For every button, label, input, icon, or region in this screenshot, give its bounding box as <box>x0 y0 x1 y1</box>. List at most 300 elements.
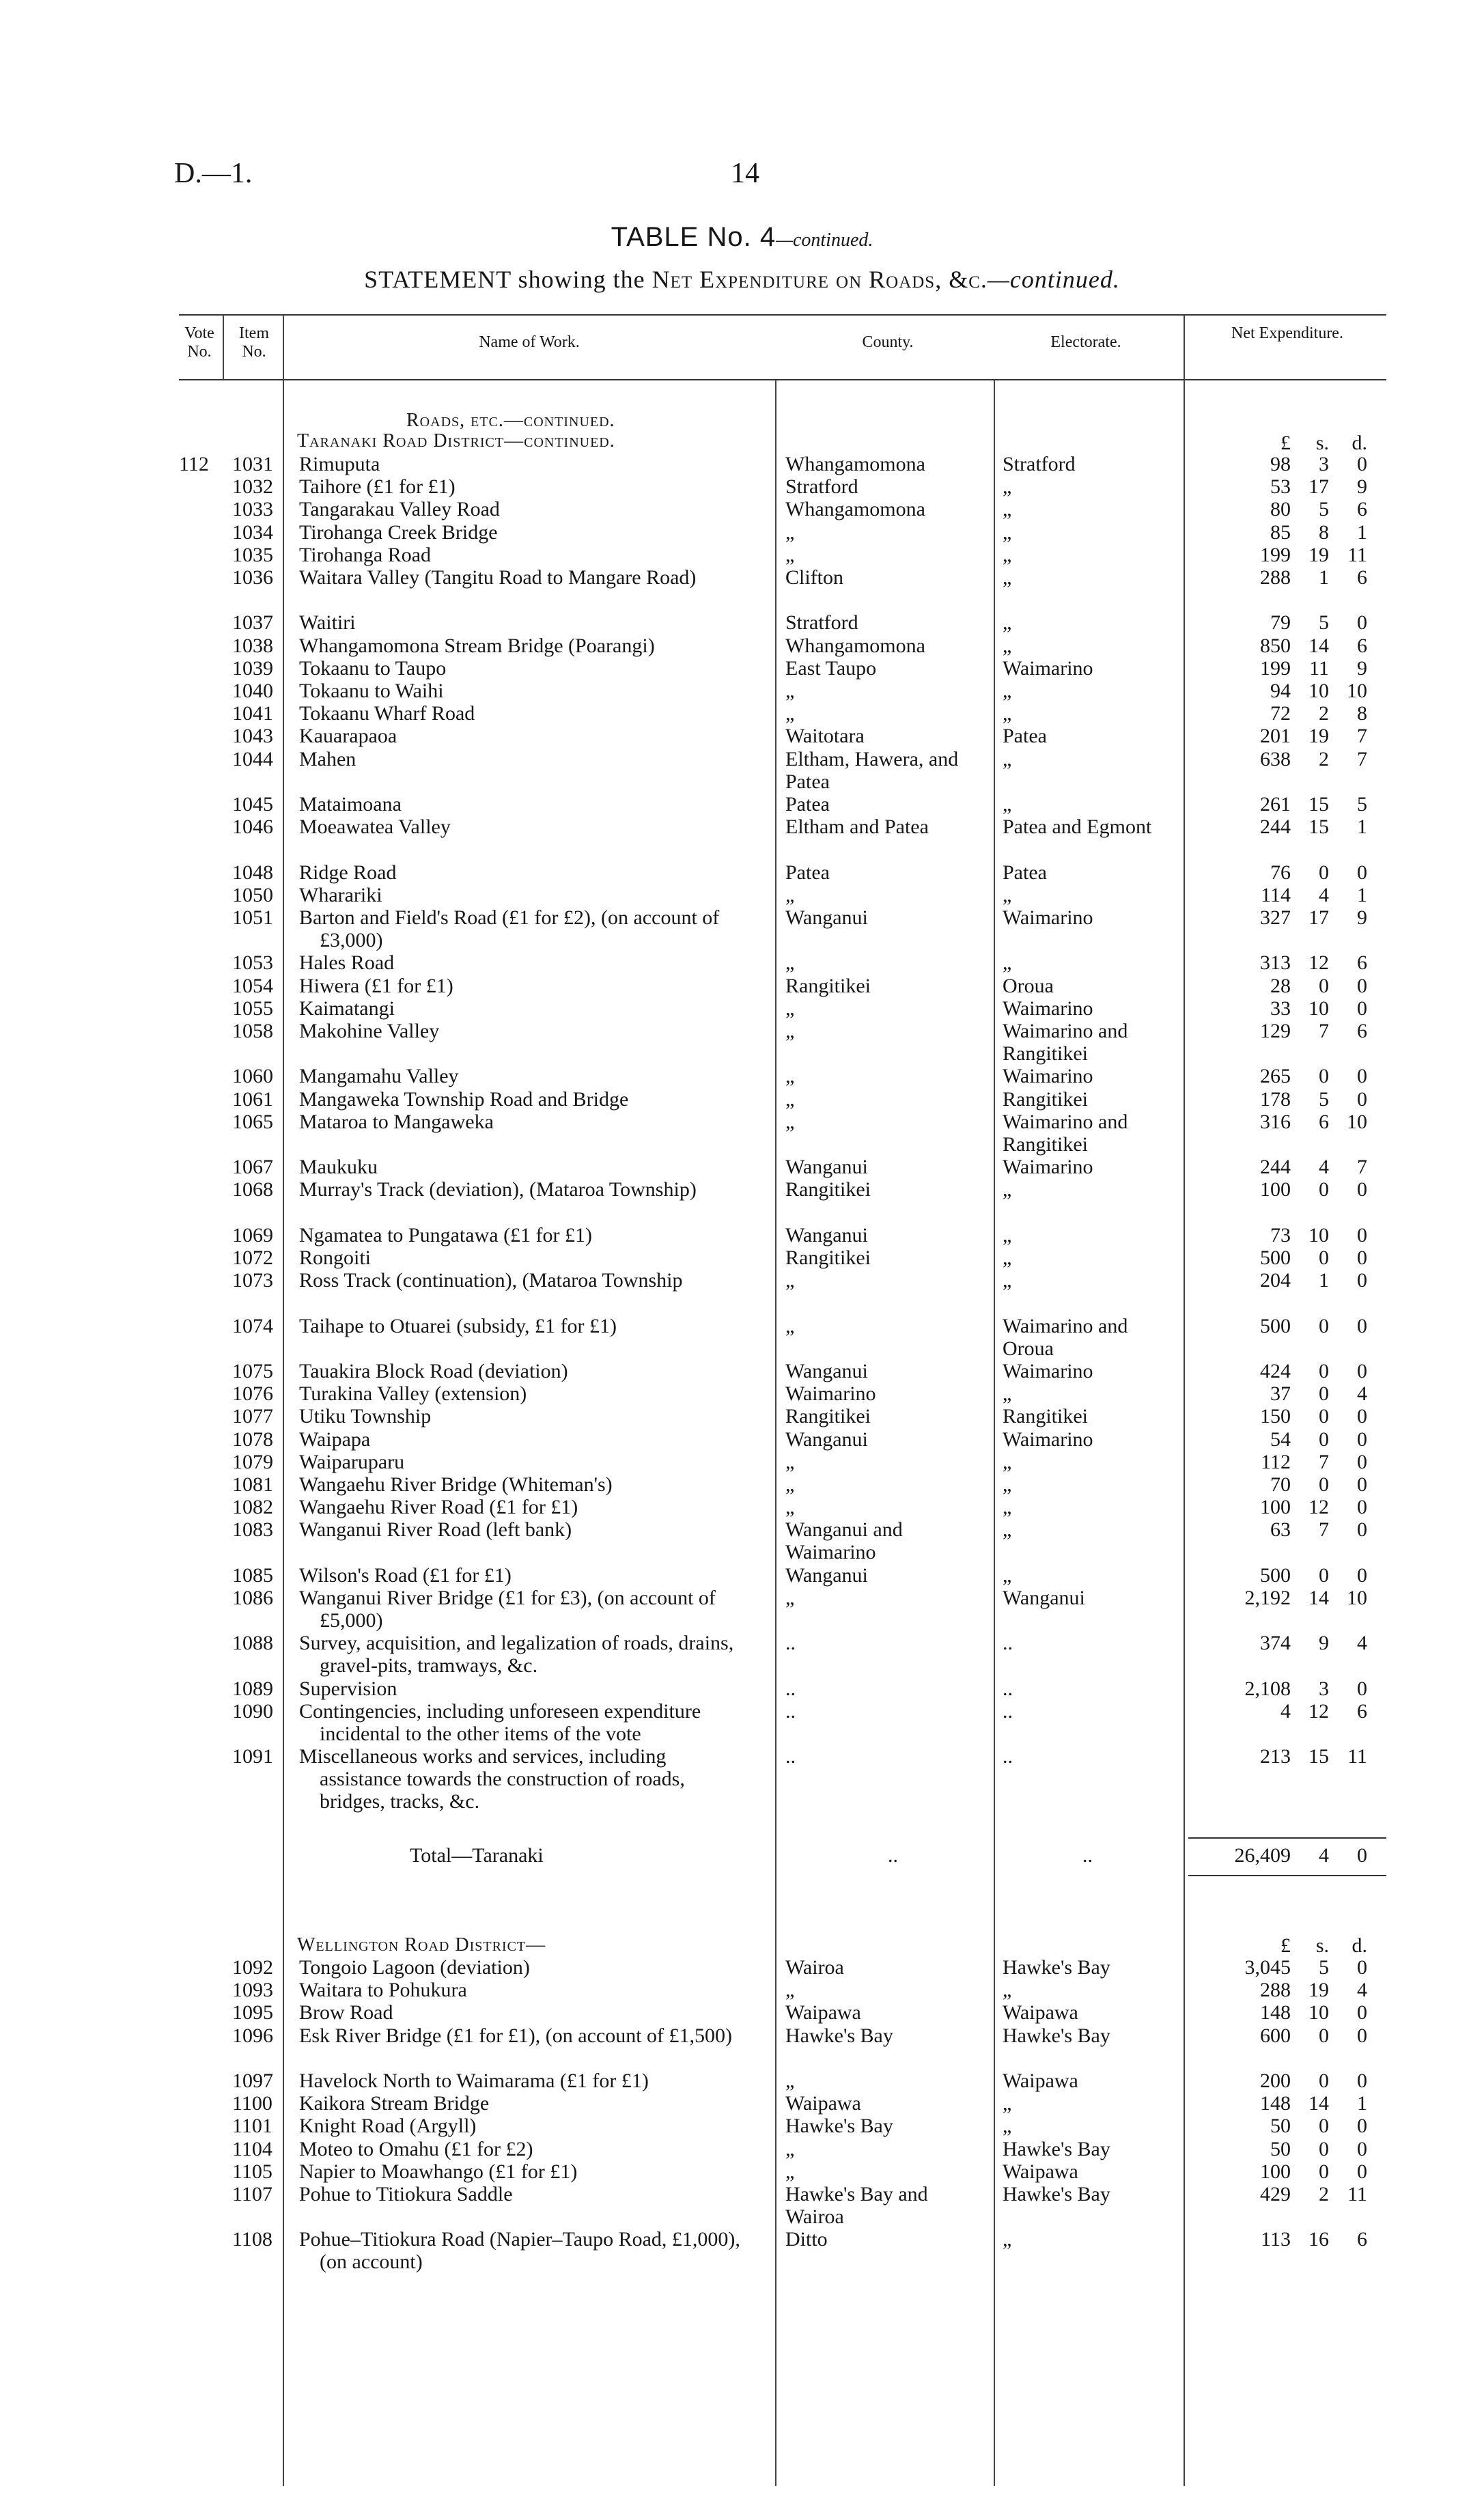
county: Wanganui <box>785 1156 868 1179</box>
pence: 0 <box>1357 1518 1367 1542</box>
net-expenditure <box>1188 1111 1380 1133</box>
section-heading-text: Roads, etc.—continued. <box>406 410 615 431</box>
net-expenditure <box>1188 1745 1380 1768</box>
pounds: 112 <box>1261 1450 1291 1473</box>
pounds: 244 <box>1260 816 1291 839</box>
county: „ <box>785 2137 795 2160</box>
shillings: 15 <box>1308 816 1329 839</box>
shillings: 2 <box>1319 702 1329 725</box>
shillings: 0 <box>1319 2070 1329 2092</box>
county: Rangitikei <box>785 1178 871 1201</box>
county: „ <box>785 2070 795 2092</box>
county: Rangitikei <box>785 1405 871 1428</box>
net-expenditure <box>1188 1979 1380 2001</box>
net-expenditure <box>1188 657 1380 680</box>
pence: 0 <box>1357 2115 1367 2138</box>
pence: 0 <box>1357 2070 1367 2092</box>
item-number: 1092 <box>232 1956 273 1979</box>
shillings: 4 <box>1319 883 1329 906</box>
electorate: „ <box>1003 611 1012 635</box>
work-name: Wilson's Road (£1 for £1) <box>299 1563 512 1587</box>
electorate: Rangitikei <box>1003 1405 1088 1428</box>
electorate: Hawke's Bay <box>1003 2024 1110 2047</box>
shillings: 12 <box>1308 951 1329 975</box>
net-expenditure <box>1188 544 1380 566</box>
item-number: 1082 <box>232 1496 273 1519</box>
county: .. <box>785 1632 796 1655</box>
total-electorate: .. <box>1082 1844 1093 1867</box>
item-number: 1034 <box>232 520 273 544</box>
item-number: 1043 <box>232 725 273 748</box>
pence: 10 <box>1347 680 1367 702</box>
shillings: 0 <box>1319 1473 1329 1496</box>
work-name: Turakina Valley (extension) <box>299 1382 527 1406</box>
shillings: 0 <box>1319 2160 1329 2183</box>
pounds: 2,108 <box>1244 1677 1291 1700</box>
county: .. <box>785 1745 796 1768</box>
pounds: 244 <box>1260 1156 1291 1179</box>
work-name: Kaimatangi <box>299 997 395 1020</box>
pounds: 113 <box>1261 2228 1291 2251</box>
pence: 11 <box>1347 543 1367 566</box>
total-top-rule <box>1188 1837 1386 1839</box>
work-name: Barton and Field's Road (£1 for £2), (on account of £3,000) <box>299 906 720 951</box>
item-number: 1035 <box>232 543 273 566</box>
item-number: 1048 <box>232 861 273 884</box>
section-heading <box>406 410 615 432</box>
col-electorate-header: Electorate. <box>1050 333 1121 351</box>
county: Stratford <box>785 611 858 635</box>
pounds: 70 <box>1270 1473 1291 1496</box>
pence: 0 <box>1357 453 1367 475</box>
shillings: 0 <box>1319 2137 1329 2160</box>
item-number: 1039 <box>232 656 273 680</box>
county: Patea <box>785 861 830 884</box>
shillings: 15 <box>1308 1745 1329 1768</box>
net-expenditure <box>1188 1473 1380 1496</box>
shillings: 14 <box>1308 1587 1329 1609</box>
item-number: 1086 <box>232 1587 273 1609</box>
pence: 11 <box>1347 1745 1367 1768</box>
work-name: Wharariki <box>299 883 382 906</box>
pence: 6 <box>1357 951 1367 975</box>
county: Waitotara <box>785 725 865 748</box>
electorate: Waimarino <box>1003 1065 1093 1088</box>
county: .. <box>785 1677 796 1700</box>
work-name: Waipapa <box>299 1427 371 1451</box>
col-vote-header: Vote No. <box>184 324 214 361</box>
item-number: 1095 <box>232 2001 273 2024</box>
electorate: Waimarino <box>1003 1360 1093 1382</box>
subtitle-tail: —continued. <box>987 266 1120 293</box>
county: Wairoa <box>785 1956 844 1979</box>
pounds: 72 <box>1270 702 1291 725</box>
item-number: 1105 <box>232 2160 272 2183</box>
item-number: 1101 <box>232 2115 272 2138</box>
work-name: Tirohanga Creek Bridge <box>299 520 498 544</box>
electorate: Hawke's Bay <box>1003 1956 1110 1979</box>
item-number: 1074 <box>232 1314 273 1337</box>
shillings: 2 <box>1319 2183 1329 2205</box>
item-number: 1072 <box>232 1246 273 1269</box>
pence: 7 <box>1357 747 1367 770</box>
net-expenditure <box>1188 1246 1380 1269</box>
item-number: 1076 <box>232 1382 273 1406</box>
county: „ <box>785 1979 795 2002</box>
net-expenditure <box>1188 1956 1380 1979</box>
pounds: 37 <box>1270 1382 1291 1406</box>
pounds: 327 <box>1260 906 1291 929</box>
pounds: 199 <box>1260 656 1291 680</box>
total-pence: 0 <box>1357 1844 1367 1867</box>
work-name: Ross Track (continuation), (Mataroa Township <box>299 1269 683 1292</box>
electorate: Hawke's Bay <box>1003 2137 1110 2160</box>
page-number: 14 <box>731 158 759 189</box>
net-expenditure <box>1188 2138 1380 2160</box>
shillings: 5 <box>1319 611 1329 635</box>
item-number: 1058 <box>232 1020 273 1042</box>
pounds: 4 <box>1280 1700 1291 1723</box>
pence: 0 <box>1357 1314 1367 1337</box>
item-number: 1031 <box>232 453 273 475</box>
net-expenditure <box>1188 611 1380 634</box>
shillings: 12 <box>1308 1700 1329 1723</box>
total-amount <box>1188 1844 1380 1867</box>
electorate: Waipawa <box>1003 2160 1078 2183</box>
pence: 5 <box>1357 793 1367 816</box>
pence: 10 <box>1347 1110 1367 1133</box>
work-name: Pohue to Titiokura Saddle <box>299 2183 513 2205</box>
col-divider-item <box>283 314 284 2486</box>
shillings: 5 <box>1319 1956 1329 1979</box>
pounds: 500 <box>1260 1246 1291 1269</box>
net-expenditure <box>1188 2001 1380 2024</box>
work-name: Waitara to Pohukura <box>299 1979 467 2002</box>
electorate: „ <box>1003 1473 1012 1496</box>
net-expenditure <box>1188 725 1380 747</box>
net-expenditure <box>1188 1315 1380 1337</box>
pence: 4 <box>1357 1632 1367 1655</box>
county: Whangamomona <box>785 634 925 657</box>
item-number: 1081 <box>232 1473 273 1496</box>
pounds: 213 <box>1260 1745 1291 1768</box>
county: Clifton <box>785 566 844 589</box>
item-number: 1037 <box>232 611 273 635</box>
electorate: Patea <box>1003 725 1047 748</box>
shillings: 7 <box>1319 1518 1329 1542</box>
pounds: 3,045 <box>1244 1956 1291 1979</box>
work-name: Maukuku <box>299 1156 378 1179</box>
pounds: 100 <box>1260 2160 1291 2183</box>
item-number: 1093 <box>232 1979 273 2002</box>
pence: 0 <box>1357 997 1367 1020</box>
pounds: 129 <box>1260 1020 1291 1042</box>
item-number: 1054 <box>232 974 273 997</box>
net-expenditure <box>1188 1405 1380 1427</box>
item-number: 1033 <box>232 498 273 521</box>
electorate: .. <box>1003 1745 1013 1768</box>
county: Hawke's Bay <box>785 2024 893 2047</box>
pounds: 28 <box>1270 974 1291 997</box>
electorate: „ <box>1003 1563 1012 1587</box>
total-label: Total—Taranaki <box>410 1844 544 1867</box>
district-heading <box>297 430 615 452</box>
pounds: 288 <box>1260 566 1291 589</box>
pounds: 850 <box>1260 634 1291 657</box>
electorate: Waimarino and Oroua <box>1003 1314 1128 1360</box>
shillings: 1 <box>1319 566 1329 589</box>
county: „ <box>785 1587 795 1609</box>
electorate: Rangitikei <box>1003 1087 1088 1111</box>
work-name: Tokaanu to Waihi <box>299 680 444 702</box>
item-number: 1036 <box>232 566 273 589</box>
electorate: „ <box>1003 1269 1012 1292</box>
county: Hawke's Bay <box>785 2115 893 2138</box>
pounds: 98 <box>1270 453 1291 475</box>
net-expenditure <box>1188 2092 1380 2115</box>
pence: 6 <box>1357 566 1367 589</box>
net-expenditure <box>1188 2024 1380 2047</box>
county: Hawke's Bay and Wairoa <box>785 2183 928 2228</box>
item-number: 1040 <box>232 680 273 702</box>
pence: 0 <box>1357 1956 1367 1979</box>
table-subtitle <box>0 265 1484 294</box>
item-number: 1032 <box>232 475 273 499</box>
pence: 4 <box>1357 1382 1367 1406</box>
district-heading-wellington <box>297 1934 546 1956</box>
pounds: 53 <box>1270 475 1291 499</box>
work-name: Taihape to Otuarei (subsidy, £1 for £1) <box>299 1314 617 1337</box>
pence: 4 <box>1357 1979 1367 2002</box>
net-expenditure <box>1188 997 1380 1020</box>
net-expenditure <box>1188 2228 1380 2251</box>
shillings: 19 <box>1308 1979 1329 2002</box>
pounds: 204 <box>1260 1269 1291 1292</box>
district-heading-text: Taranaki Road District—continued. <box>297 430 615 451</box>
item-number: 1046 <box>232 816 273 839</box>
county: „ <box>785 543 795 566</box>
work-name: Mataroa to Mangaweka <box>299 1110 494 1133</box>
item-number: 1045 <box>232 793 273 816</box>
item-number: 1108 <box>232 2228 272 2251</box>
pence: 0 <box>1357 1087 1367 1111</box>
work-name: Wangaehu River Bridge (Whiteman's) <box>299 1473 613 1496</box>
electorate: Hawke's Bay <box>1003 2183 1110 2205</box>
electorate: Waipawa <box>1003 2070 1078 2092</box>
county: Waipawa <box>785 2001 861 2024</box>
shillings: 7 <box>1319 1020 1329 1042</box>
vote-number: 112 <box>179 453 209 475</box>
shillings: 8 <box>1319 520 1329 544</box>
item-number: 1088 <box>232 1632 273 1655</box>
pounds: 2,192 <box>1244 1587 1291 1609</box>
pence: 6 <box>1357 498 1367 521</box>
pence: 0 <box>1357 2137 1367 2160</box>
electorate: Stratford <box>1003 453 1076 475</box>
work-name: Waitiri <box>299 611 356 635</box>
electorate: „ <box>1003 747 1012 770</box>
item-number: 1077 <box>232 1405 273 1428</box>
work-name: Ridge Road <box>299 861 397 884</box>
electorate: „ <box>1003 1979 1012 2002</box>
net-expenditure <box>1188 1224 1380 1246</box>
work-name: Mangamahu Valley <box>299 1065 459 1088</box>
pounds: 313 <box>1260 951 1291 975</box>
shillings: 17 <box>1308 906 1329 929</box>
work-name: Taihore (£1 for £1) <box>299 475 456 499</box>
work-name: Napier to Moawhango (£1 for £1) <box>299 2160 578 2183</box>
electorate: „ <box>1003 793 1012 816</box>
shillings: 7 <box>1319 1450 1329 1473</box>
pounds: 500 <box>1260 1563 1291 1587</box>
shillings: 5 <box>1319 1087 1329 1111</box>
county: .. <box>785 1700 796 1723</box>
net-expenditure <box>1188 1428 1380 1451</box>
electorate: „ <box>1003 498 1012 521</box>
net-expenditure <box>1188 702 1380 725</box>
electorate: „ <box>1003 634 1012 657</box>
col-county-header: County. <box>862 333 914 351</box>
pence: 0 <box>1357 1450 1367 1473</box>
shillings: 10 <box>1308 2001 1329 2024</box>
electorate: Wanganui <box>1003 1587 1085 1609</box>
county: Wanganui <box>785 1563 868 1587</box>
shillings: 0 <box>1319 2024 1329 2047</box>
net-expenditure <box>1188 1587 1380 1609</box>
work-name: Moteo to Omahu (£1 for £2) <box>299 2137 533 2160</box>
pounds: 424 <box>1260 1360 1291 1382</box>
pounds: 288 <box>1260 1979 1291 2002</box>
shillings: 10 <box>1308 680 1329 702</box>
net-expenditure <box>1188 1700 1380 1723</box>
county: Rangitikei <box>785 1246 871 1269</box>
pounds: 429 <box>1260 2183 1291 2205</box>
work-name: Miscellaneous works and services, including assistance towards the construction of roads, bridges, tracks, &c. <box>299 1745 685 1813</box>
electorate: „ <box>1003 883 1012 906</box>
pence: 0 <box>1357 1496 1367 1519</box>
pence: 6 <box>1357 1020 1367 1042</box>
net-expenditure <box>1188 1156 1380 1178</box>
pounds: 316 <box>1260 1110 1291 1133</box>
work-name: Utiku Township <box>299 1405 432 1428</box>
col-name-header: Name of Work. <box>479 333 580 351</box>
pounds: 50 <box>1270 2115 1291 2138</box>
electorate: „ <box>1003 566 1012 589</box>
net-expenditure <box>1188 1065 1380 1087</box>
shillings: 15 <box>1308 793 1329 816</box>
net-expenditure <box>1188 1518 1380 1541</box>
work-name: Tokaanu Wharf Road <box>299 702 475 725</box>
work-name: Tongoio Lagoon (deviation) <box>299 1956 530 1979</box>
pounds: 54 <box>1270 1427 1291 1451</box>
county: East Taupo <box>785 656 877 680</box>
col-divider-name <box>775 379 776 2486</box>
net-expenditure <box>1188 816 1380 838</box>
pence: 0 <box>1357 2160 1367 2183</box>
table-title-suffix: —continued. <box>776 229 873 251</box>
pence: 1 <box>1357 2092 1367 2115</box>
pence: 0 <box>1357 1246 1367 1269</box>
county: „ <box>785 2160 795 2183</box>
pence: 0 <box>1357 1223 1367 1246</box>
net-expenditure <box>1188 2183 1380 2205</box>
work-name: Mahen <box>299 747 356 770</box>
net-expenditure <box>1188 1564 1380 1587</box>
shillings: 2 <box>1319 747 1329 770</box>
pence: 0 <box>1357 2001 1367 2024</box>
shillings: 14 <box>1308 634 1329 657</box>
col-divider-vote <box>223 314 224 379</box>
work-name: Mataimoana <box>299 793 402 816</box>
pence: 0 <box>1357 1360 1367 1382</box>
shillings: 12 <box>1308 1496 1329 1519</box>
net-expenditure <box>1188 1360 1380 1382</box>
col-divider-county <box>994 379 995 2486</box>
item-number: 1083 <box>232 1518 273 1542</box>
work-name: Mangaweka Township Road and Bridge <box>299 1087 629 1111</box>
county: Wanganui <box>785 1427 868 1451</box>
work-name: Tangarakau Valley Road <box>299 498 500 521</box>
shillings: 3 <box>1319 1677 1329 1700</box>
pence: 6 <box>1357 634 1367 657</box>
shillings: 10 <box>1308 997 1329 1020</box>
item-number: 1073 <box>232 1269 273 1292</box>
net-expenditure <box>1188 748 1380 770</box>
pence: 0 <box>1357 1563 1367 1587</box>
pence: 0 <box>1357 1405 1367 1428</box>
county: Waipawa <box>785 2092 861 2115</box>
item-number: 1104 <box>232 2137 272 2160</box>
subtitle-lead: STATEMENT showing the <box>364 266 645 293</box>
col-net-header: Net Expenditure. <box>1231 324 1343 342</box>
table-title <box>0 222 1484 253</box>
county: „ <box>785 1450 795 1473</box>
county: Eltham, Hawera, and Patea <box>785 747 959 793</box>
work-name: Wanganui River Road (left bank) <box>299 1518 572 1542</box>
electorate: „ <box>1003 543 1012 566</box>
work-name: Tirohanga Road <box>299 543 432 566</box>
shillings: 1 <box>1319 1269 1329 1292</box>
net-expenditure <box>1188 566 1380 589</box>
pence: 0 <box>1357 1427 1367 1451</box>
pounds: 500 <box>1260 1314 1291 1337</box>
work-name: Wanganui River Bridge (£1 for £3), (on account of £5,000) <box>299 1587 716 1632</box>
electorate: „ <box>1003 475 1012 499</box>
net-expenditure <box>1188 1382 1380 1405</box>
shillings: 19 <box>1308 543 1329 566</box>
pounds: 100 <box>1260 1496 1291 1519</box>
county: „ <box>785 702 795 725</box>
shillings: 5 <box>1319 498 1329 521</box>
pounds: 374 <box>1260 1632 1291 1655</box>
county: Ditto <box>785 2228 828 2251</box>
pounds: 261 <box>1260 793 1291 816</box>
item-number: 1065 <box>232 1110 273 1133</box>
work-name: Supervision <box>299 1677 397 1700</box>
pounds: 79 <box>1270 611 1291 635</box>
pounds: 148 <box>1260 2092 1291 2115</box>
net-expenditure <box>1188 475 1380 498</box>
pence: 1 <box>1357 883 1367 906</box>
electorate: .. <box>1003 1677 1013 1700</box>
net-expenditure <box>1188 1020 1380 1042</box>
pounds: 265 <box>1260 1065 1291 1088</box>
net-expenditure <box>1188 635 1380 657</box>
pounds: 73 <box>1270 1223 1291 1246</box>
shillings: 0 <box>1319 1314 1329 1337</box>
item-number: 1044 <box>232 747 273 770</box>
work-name: Kauarapaoa <box>299 725 397 748</box>
